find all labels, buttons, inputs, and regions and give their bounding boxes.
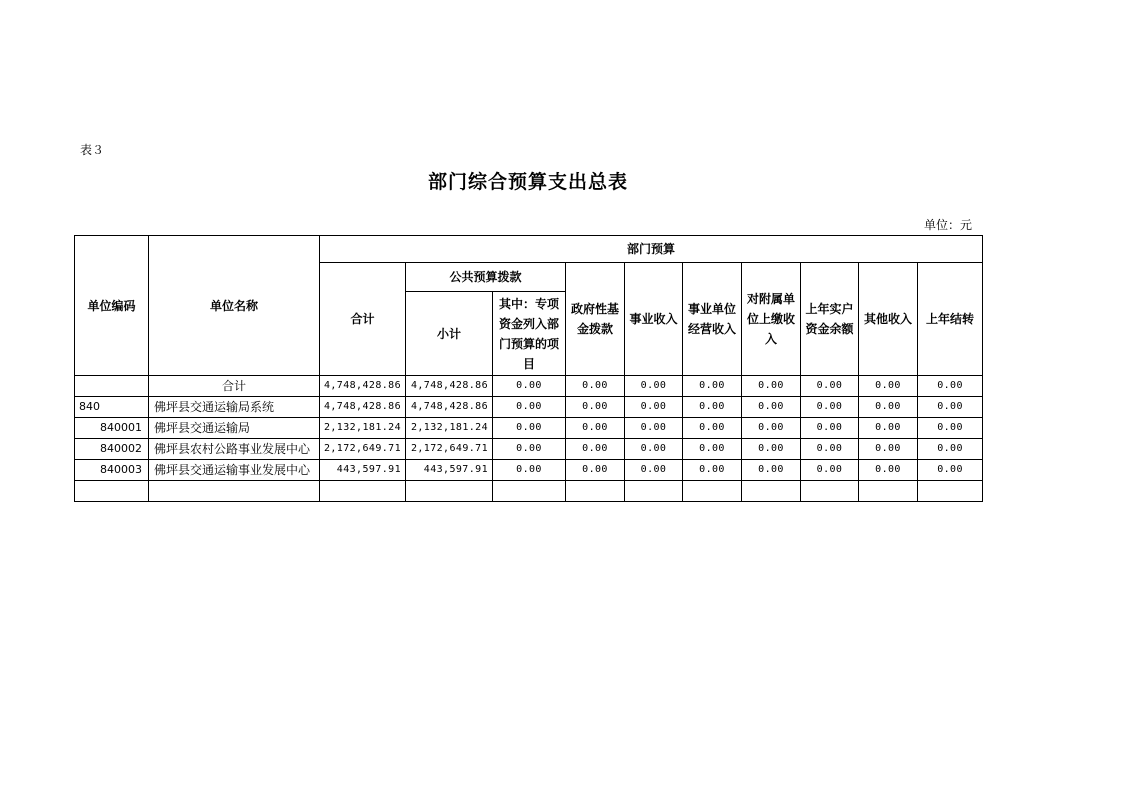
business-operation-cell: 0.00: [683, 418, 742, 439]
header-unit-code: 单位编码: [75, 236, 149, 376]
gov-fund-cell: 0.00: [566, 376, 625, 397]
empty-cell: [149, 481, 320, 502]
subtotal-cell: 2,132,181.24: [406, 418, 493, 439]
subtotal-cell: 2,172,649.71: [406, 439, 493, 460]
prev-carry-cell: 0.00: [918, 460, 983, 481]
gov-fund-cell: 0.00: [566, 439, 625, 460]
affiliated-cell: 0.00: [742, 418, 801, 439]
business-operation-cell: 0.00: [683, 397, 742, 418]
header-unit-name: 单位名称: [149, 236, 320, 376]
empty-cell: [742, 481, 801, 502]
table-row: [75, 439, 983, 460]
table-row: [75, 460, 983, 481]
unit-name-cell: 佛坪县交通运输局系统: [149, 397, 320, 418]
header-dept-budget: 部门预算: [320, 236, 983, 263]
header-prev-year-balance: 上年实户资金余额: [801, 263, 859, 376]
page-title: 部门综合预算支出总表: [427, 171, 628, 193]
unit-code-cell: 840002: [75, 439, 149, 460]
empty-cell: [493, 481, 566, 502]
unit-code-cell: 840003: [75, 460, 149, 481]
business-income-cell: 0.00: [625, 439, 683, 460]
other-income-cell: 0.00: [859, 418, 918, 439]
gov-fund-cell: 0.00: [566, 418, 625, 439]
header-special-funds: 其中：专项资金列入部门预算的项目: [493, 292, 566, 376]
unit-name-cell: 佛坪县交通运输局: [149, 418, 320, 439]
unit-code-cell: [75, 376, 149, 397]
unit-code-cell: 840: [75, 397, 149, 418]
empty-cell: [406, 481, 493, 502]
other-income-cell: 0.00: [859, 439, 918, 460]
header-gov-fund: 政府性基金拨款: [566, 263, 625, 376]
empty-cell: [683, 481, 742, 502]
empty-cell: [859, 481, 918, 502]
unit-code-cell: 840001: [75, 418, 149, 439]
unit-name-cell: 佛坪县交通运输事业发展中心: [149, 460, 320, 481]
empty-cell: [75, 481, 149, 502]
affiliated-cell: 0.00: [742, 460, 801, 481]
prev-balance-cell: 0.00: [801, 418, 859, 439]
empty-cell: [320, 481, 406, 502]
header-total: 合计: [320, 263, 406, 376]
header-affiliated: 对附属单位上缴收入: [742, 263, 801, 376]
empty-cell: [566, 481, 625, 502]
business-operation-cell: 0.00: [683, 376, 742, 397]
budget-table: [74, 235, 983, 502]
prev-carry-cell: 0.00: [918, 418, 983, 439]
prev-balance-cell: 0.00: [801, 460, 859, 481]
business-income-cell: 0.00: [625, 397, 683, 418]
empty-cell: [625, 481, 683, 502]
prev-balance-cell: 0.00: [801, 376, 859, 397]
special-cell: 0.00: [493, 418, 566, 439]
header-business-operation: 事业单位经营收入: [683, 263, 742, 376]
subtotal-cell: 4,748,428.86: [406, 376, 493, 397]
special-cell: 0.00: [493, 460, 566, 481]
business-operation-cell: 0.00: [683, 439, 742, 460]
affiliated-cell: 0.00: [742, 397, 801, 418]
total-cell: 4,748,428.86: [320, 397, 406, 418]
subtotal-cell: 443,597.91: [406, 460, 493, 481]
empty-cell: [918, 481, 983, 502]
unit-name-cell: 合计: [149, 376, 320, 397]
special-cell: 0.00: [493, 439, 566, 460]
table-row: [75, 376, 983, 397]
other-income-cell: 0.00: [859, 376, 918, 397]
prev-balance-cell: 0.00: [801, 439, 859, 460]
prev-carry-cell: 0.00: [918, 376, 983, 397]
header-subtotal: 小计: [406, 292, 493, 376]
table-header: [75, 236, 983, 376]
prev-carry-cell: 0.00: [918, 439, 983, 460]
table-row: [75, 397, 983, 418]
header-other-income: 其他收入: [859, 263, 918, 376]
empty-cell: [801, 481, 859, 502]
business-operation-cell: 0.00: [683, 460, 742, 481]
header-prev-year-carry: 上年结转: [918, 263, 983, 376]
business-income-cell: 0.00: [625, 460, 683, 481]
special-cell: 0.00: [493, 397, 566, 418]
header-business-income: 事业收入: [625, 263, 683, 376]
empty-row: [75, 481, 983, 502]
table-row: [75, 418, 983, 439]
unit-label: 单位：元: [924, 218, 973, 232]
business-income-cell: 0.00: [625, 376, 683, 397]
table-body: [75, 376, 983, 502]
unit-name-cell: 佛坪县农村公路事业发展中心: [149, 439, 320, 460]
header-public-budget: 公共预算拨款: [406, 263, 566, 292]
affiliated-cell: 0.00: [742, 439, 801, 460]
subtotal-cell: 4,748,428.86: [406, 397, 493, 418]
gov-fund-cell: 0.00: [566, 397, 625, 418]
special-cell: 0.00: [493, 376, 566, 397]
table-number: 表３: [80, 143, 105, 157]
other-income-cell: 0.00: [859, 460, 918, 481]
affiliated-cell: 0.00: [742, 376, 801, 397]
prev-balance-cell: 0.00: [801, 397, 859, 418]
prev-carry-cell: 0.00: [918, 397, 983, 418]
total-cell: 2,172,649.71: [320, 439, 406, 460]
total-cell: 443,597.91: [320, 460, 406, 481]
business-income-cell: 0.00: [625, 418, 683, 439]
total-cell: 4,748,428.86: [320, 376, 406, 397]
gov-fund-cell: 0.00: [566, 460, 625, 481]
other-income-cell: 0.00: [859, 397, 918, 418]
total-cell: 2,132,181.24: [320, 418, 406, 439]
